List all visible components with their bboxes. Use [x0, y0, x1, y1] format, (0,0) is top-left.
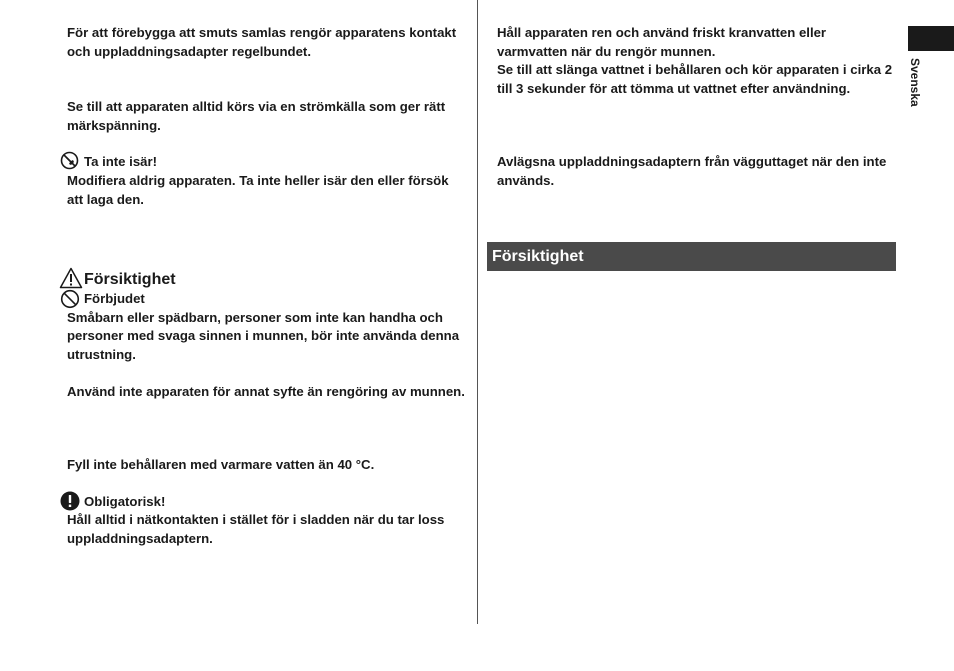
mandatory-block [67, 493, 467, 549]
paragraph-unplug: Avlägsna uppladdningsadaptern från vägguttaget när den inte används. [497, 154, 887, 188]
mandatory-text: Håll alltid i nätkontakten i stället för i sladden när du tar loss uppladdningsadaptern. [67, 512, 445, 546]
caution-block [67, 270, 467, 475]
prohibited-text-children: Småbarn eller spädbarn, personer som inte kan handha och personer med svaga sinnen i munnen, bör inte använda denna utrustning. [67, 309, 460, 362]
left-column [67, 24, 467, 549]
warning-triangle-icon [59, 267, 83, 289]
disassemble-label: Ta inte isär! [84, 154, 158, 170]
caution-section-heading: Försiktighet [487, 242, 896, 271]
paragraph-keep-clean: Håll apparaten ren och använd friskt kranvatten eller varmvatten när du rengör munnen. [497, 25, 827, 59]
caution-heading: Försiktighet [84, 271, 176, 289]
paragraph-empty-water: Se till att slänga vattnet i behållaren och kör apparaten i cirka 2 till 3 sekunder för att tömma ut vattnet efter användning. [497, 62, 893, 96]
language-tab [908, 26, 954, 51]
no-disassembly-icon [60, 151, 79, 170]
disassemble-label-line [67, 153, 467, 172]
paragraph-voltage: Se till att apparaten alltid körs via en strömkälla som ger rätt märkspänning. [67, 99, 446, 133]
caution-heading-line [67, 270, 467, 290]
mandatory-label-line [67, 493, 467, 512]
disassemble-text: Modifiera aldrig apparaten. Ta inte heller isär den eller försök att laga den. [67, 172, 449, 207]
column-divider [477, 0, 478, 624]
mandatory-label: Obligatorisk! [84, 493, 166, 509]
prohibited-icon [60, 289, 80, 309]
prohibited-text-purpose: Använd inte apparaten för annat syfte än rengöring av munnen. [67, 383, 465, 399]
mandatory-exclamation-icon [60, 491, 80, 511]
prohibited-text-temperature: Fyll inte behållaren med varmare vatten än 40 °C. [67, 457, 375, 473]
language-label: Svenska [908, 58, 922, 107]
disassemble-block [67, 153, 467, 209]
prohibited-label-line [67, 290, 467, 309]
paragraph-clean-plug: För att förebygga att smuts samlas rengör apparatens kontakt och uppladdningsadapter regelbundet. [67, 25, 457, 59]
right-column [497, 24, 899, 191]
prohibited-label: Förbjudet [84, 291, 145, 307]
